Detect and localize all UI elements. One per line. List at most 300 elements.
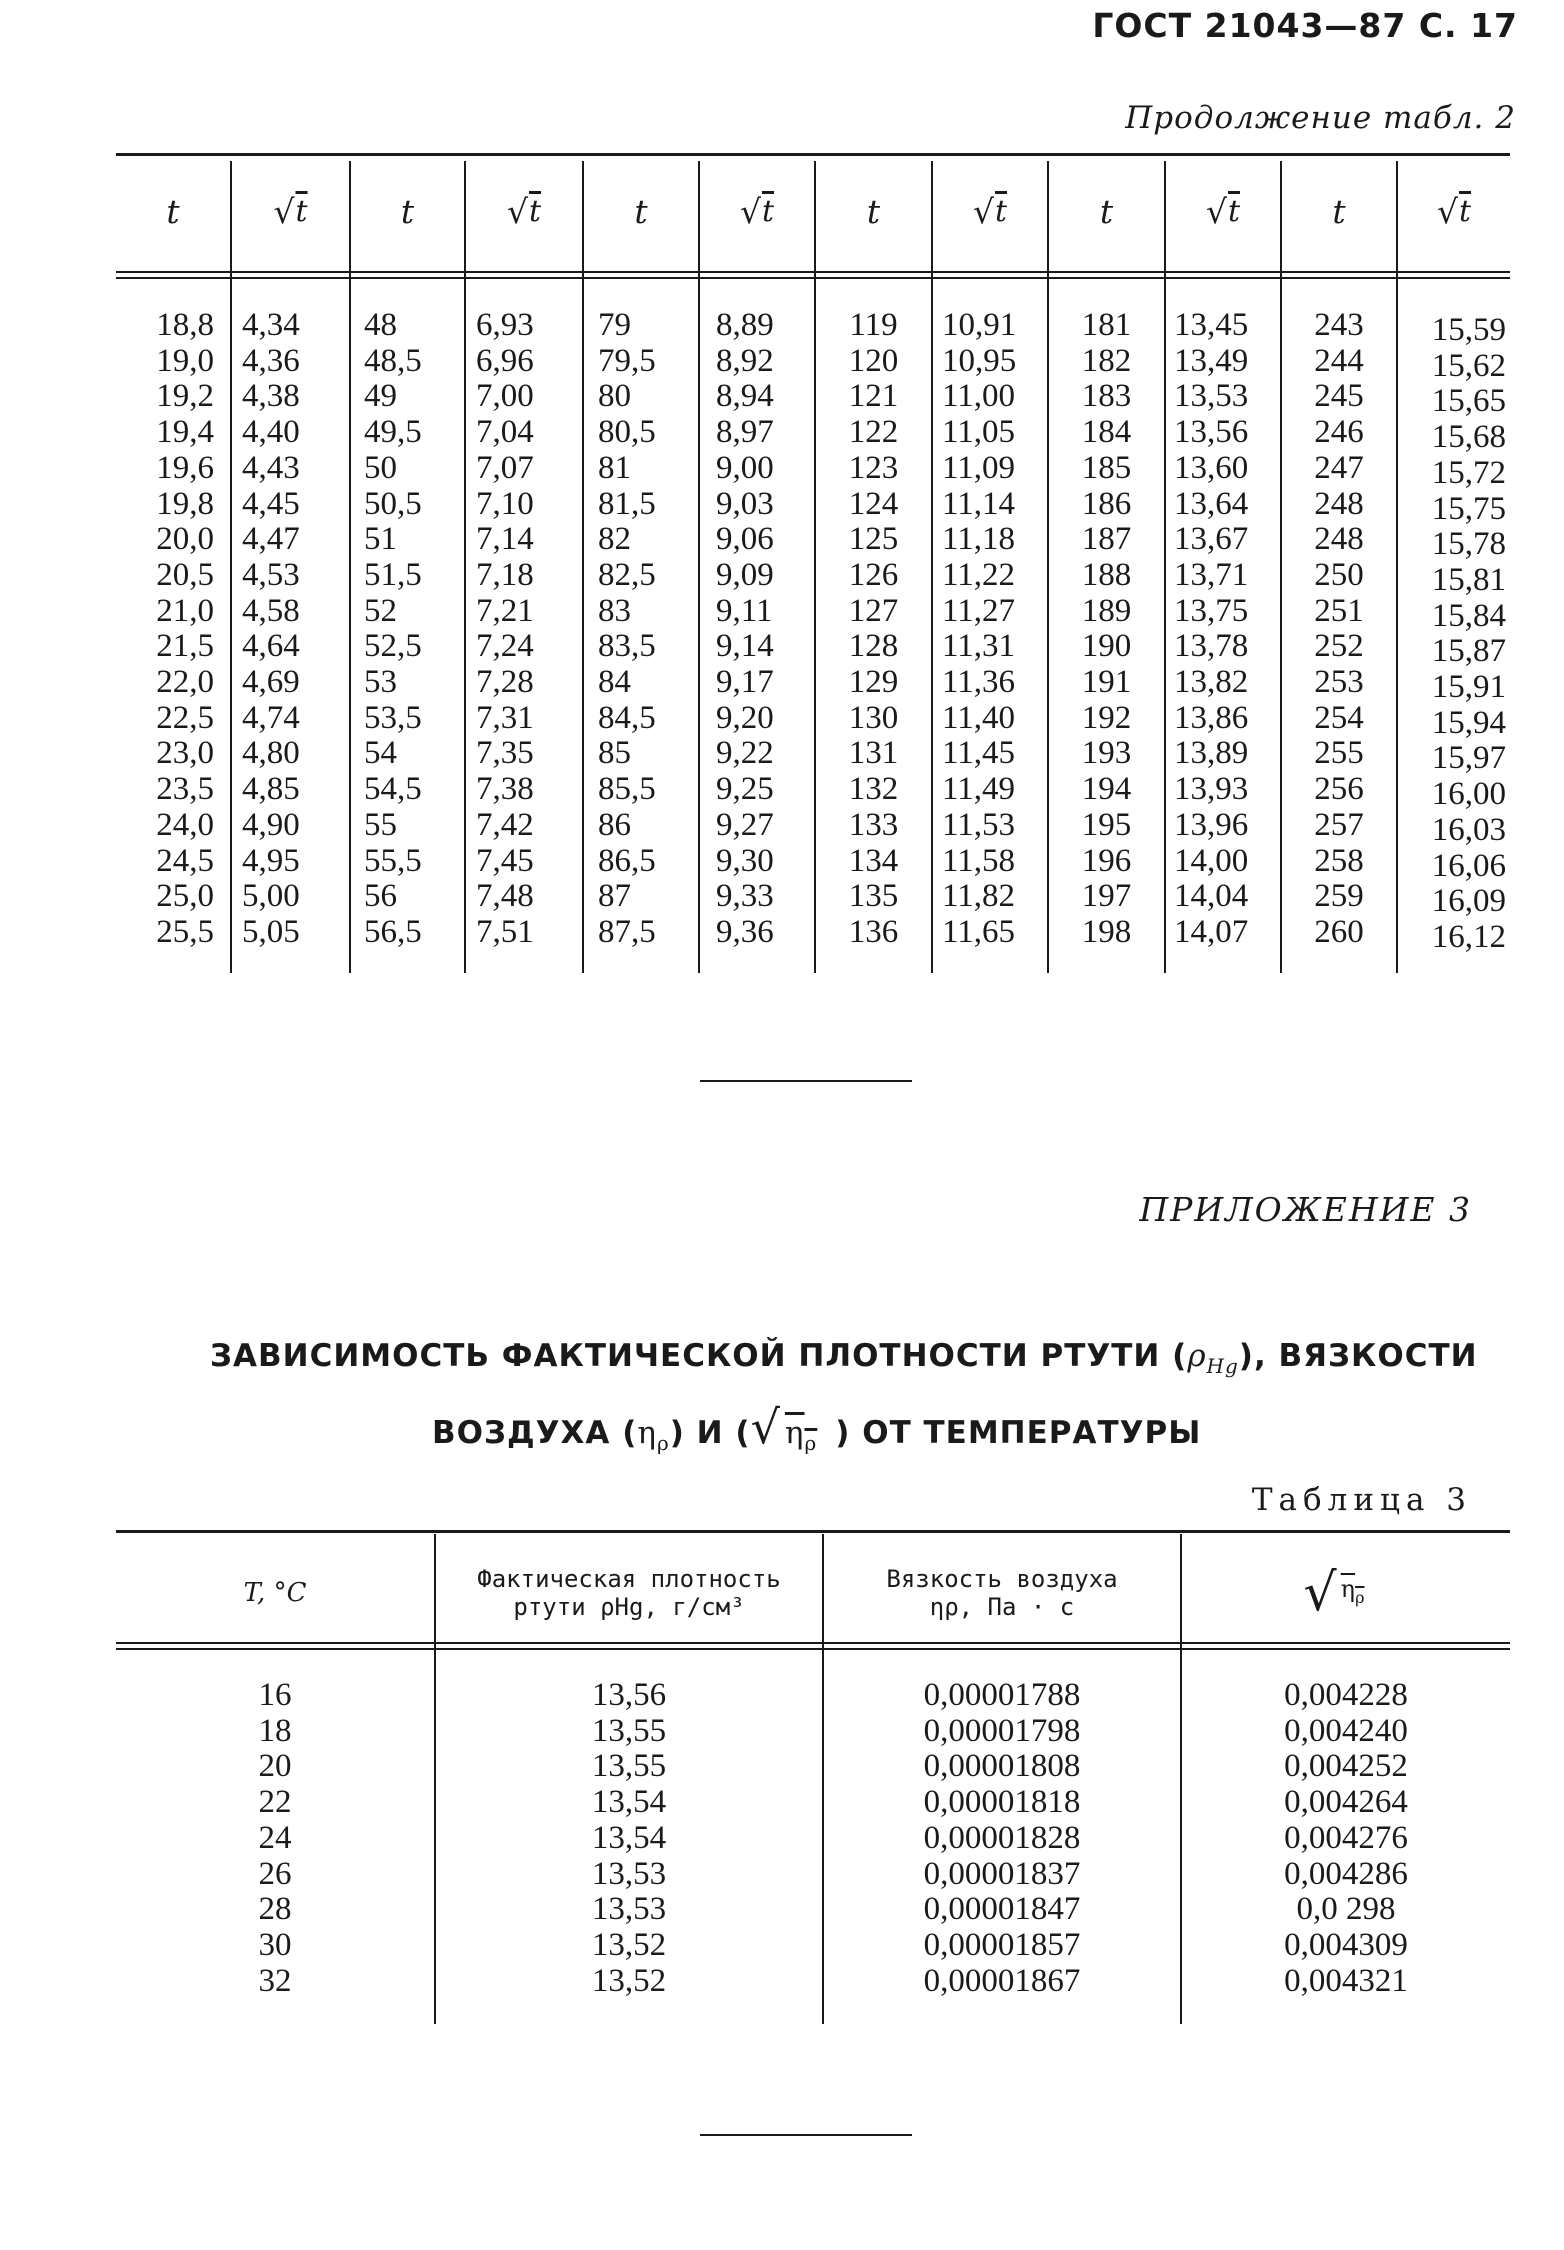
table-cell: 4,47	[242, 521, 300, 558]
table-cell: 13,89	[1174, 735, 1249, 772]
column-divider	[1164, 161, 1166, 973]
col-header-sqrt-viscosity: √ $\eta_\rho$	[1303, 1563, 1365, 1623]
table-cell: 10,91	[942, 307, 1017, 343]
table-cell: 15,91	[1431, 669, 1506, 706]
table-header-rule-double	[116, 1648, 1510, 1650]
table-cell: 255	[1314, 735, 1364, 772]
table-cell: 80,5	[598, 414, 656, 451]
table-cell: 84	[598, 664, 631, 701]
page-header: ГОСТ 21043—87 С. 17	[1092, 6, 1518, 45]
section-divider	[700, 1080, 912, 1082]
table-cell: 54,5	[364, 771, 422, 808]
table-cell: 9,14	[716, 628, 774, 665]
t-column	[816, 308, 931, 951]
table-cell: 15,75	[1431, 490, 1506, 527]
table-cell: 16,09	[1431, 883, 1506, 920]
table-cell: 50,5	[364, 485, 422, 522]
table-cell: 190	[1081, 628, 1132, 665]
table-cell: 4,34	[242, 307, 300, 343]
table-cell: 259	[1314, 878, 1364, 915]
table-cell: 0,004252	[1284, 1748, 1408, 1785]
table-cell: 0,004276	[1284, 1819, 1408, 1856]
table-cell: 13,56	[591, 1677, 667, 1713]
table-cell: 260	[1314, 913, 1364, 950]
table-cell: 0,0 298	[1296, 1891, 1396, 1928]
table-cell: 11,00	[942, 378, 1016, 415]
table-cell: 8,97	[716, 414, 774, 451]
table-cell: 80	[598, 378, 631, 415]
density-column	[436, 1678, 822, 1999]
table-cell: 16,12	[1431, 918, 1506, 955]
table-cell: 0,00001867	[923, 1962, 1081, 1999]
density-viscosity-table	[116, 1530, 1510, 2050]
table-cell: 24,0	[156, 806, 214, 843]
table-cell: 127	[848, 592, 899, 629]
table-cell: 7,00	[476, 378, 534, 415]
table-cell: 9,03	[716, 485, 774, 522]
table-top-rule	[116, 153, 1510, 156]
sqrt-column	[716, 308, 812, 951]
table-cell: 9,33	[716, 878, 774, 915]
table-cell: 82	[598, 521, 631, 558]
table-cell: 181	[1081, 307, 1132, 343]
table-cell: 7,38	[476, 771, 534, 808]
table-cell: 15,97	[1431, 740, 1506, 777]
table-cell: 52	[364, 592, 397, 629]
table-cell: 124	[848, 485, 899, 522]
table-cell: 188	[1081, 556, 1132, 593]
table-cell: 9,00	[716, 449, 774, 486]
table-cell: 244	[1314, 342, 1364, 379]
table-cell: 7,07	[476, 449, 534, 486]
table-cell: 254	[1314, 699, 1364, 736]
table-cell: 122	[848, 414, 899, 451]
table-cell: 9,36	[716, 913, 774, 950]
table-cell: 13,53	[591, 1891, 667, 1928]
table-cell: 86	[598, 806, 631, 843]
table-cell: 0,00001847	[923, 1891, 1081, 1928]
table-cell: 84,5	[598, 699, 656, 736]
table-cell: 6,93	[476, 307, 534, 343]
table-cell: 119	[849, 307, 898, 343]
table-cell: 198	[1081, 913, 1132, 950]
table-cell: 19,4	[156, 414, 214, 451]
table-cell: 20,5	[156, 556, 214, 593]
table-cell: 13,67	[1174, 521, 1249, 558]
table-cell: 129	[848, 664, 899, 701]
table-cell: 86,5	[598, 842, 656, 879]
table-cell: 130	[848, 699, 899, 736]
t-column	[598, 308, 694, 951]
table-cell: 10,95	[942, 342, 1017, 379]
table-cell: 81,5	[598, 485, 656, 522]
column-divider	[1396, 161, 1398, 973]
table-cell: 189	[1081, 592, 1132, 629]
table-cell: 9,27	[716, 806, 774, 843]
table-cell: 20	[258, 1748, 292, 1785]
table-cell: 15,62	[1431, 347, 1506, 384]
table-cell: 13,86	[1174, 699, 1249, 736]
table-cell: 53	[364, 664, 397, 701]
table-cell: 186	[1081, 485, 1132, 522]
table-cell: 7,31	[476, 699, 534, 736]
table-cell: 185	[1081, 449, 1132, 486]
table-cell: 258	[1314, 842, 1364, 879]
table-cell: 6,96	[476, 342, 534, 379]
table-cell: 194	[1081, 771, 1132, 808]
table-cell: 13,53	[1174, 378, 1249, 415]
table-cell: 131	[848, 735, 899, 772]
table-cell: 4,38	[242, 378, 300, 415]
table-cell: 26	[258, 1855, 292, 1892]
table-cell: 52,5	[364, 628, 422, 665]
table-cell: 15,84	[1431, 597, 1506, 634]
table-cell: 135	[848, 878, 899, 915]
table-cell: 11,45	[942, 735, 1016, 772]
table-cell: 133	[848, 806, 899, 843]
table-header-rule-double	[116, 277, 1510, 279]
table-cell: 9,09	[716, 556, 774, 593]
table-header-rule	[116, 271, 1510, 273]
table-cell: 121	[848, 378, 899, 415]
col-header-sqrt-t: √ t	[506, 191, 542, 231]
table-cell: 252	[1314, 628, 1364, 665]
viscosity-column	[824, 1678, 1180, 1999]
table-cell: 5,00	[242, 878, 300, 915]
table-cell: 54	[364, 735, 397, 772]
table-cell: 7,21	[476, 592, 534, 629]
col-header-t: t	[634, 191, 648, 231]
table-cell: 14,04	[1174, 878, 1249, 915]
table-cell: 4,85	[242, 771, 300, 808]
table-cell: 13,54	[591, 1819, 667, 1856]
sqrt-column	[1400, 313, 1506, 956]
table-cell: 7,45	[476, 842, 534, 879]
table-cell: 191	[1081, 664, 1132, 701]
table-cell: 8,89	[716, 307, 774, 343]
table-cell: 9,20	[716, 699, 774, 736]
table-cell: 83,5	[598, 628, 656, 665]
table-cell: 7,35	[476, 735, 534, 772]
table-cell: 79,5	[598, 342, 656, 379]
table-cell: 13,71	[1174, 556, 1249, 593]
table-cell: 85	[598, 735, 631, 772]
table-cell: 126	[848, 556, 899, 593]
table-cell: 23,5	[156, 771, 214, 808]
table-cell: 183	[1081, 378, 1132, 415]
t-column	[116, 308, 214, 951]
table-cell: 28	[258, 1891, 292, 1928]
table-cell: 5,05	[242, 913, 300, 950]
table-continuation-label: Продолжение табл. 2	[1125, 100, 1516, 136]
table-cell: 256	[1314, 771, 1364, 808]
table-cell: 253	[1314, 664, 1364, 701]
table-cell: 196	[1081, 842, 1132, 879]
table-cell: 243	[1314, 307, 1364, 343]
table-cell: 18	[258, 1712, 292, 1749]
table-cell: 247	[1314, 449, 1364, 486]
table-cell: 25,5	[156, 913, 214, 950]
table-cell: 79	[598, 307, 631, 343]
table-cell: 11,09	[942, 449, 1016, 486]
table-cell: 24	[258, 1819, 292, 1856]
col-header-t: t	[866, 191, 881, 231]
table-cell: 4,64	[242, 628, 300, 665]
table-cell: 22	[258, 1784, 292, 1821]
table-cell: 14,00	[1174, 842, 1249, 879]
table-cell: 13,53	[591, 1855, 667, 1892]
section-divider	[700, 2134, 912, 2136]
table-cell: 11,53	[942, 806, 1016, 843]
table-cell: 14,07	[1174, 913, 1249, 950]
table-cell: 13,49	[1174, 342, 1249, 379]
table-cell: 87,5	[598, 913, 656, 950]
t-column	[1049, 308, 1164, 951]
table-cell: 7,42	[476, 806, 534, 843]
table-cell: 0,00001828	[923, 1819, 1081, 1856]
table-header-rule	[116, 1642, 1510, 1644]
table-cell: 0,00001808	[923, 1748, 1081, 1785]
table-cell: 4,43	[242, 449, 300, 486]
table-cell: 4,80	[242, 735, 300, 772]
table-cell: 134	[848, 842, 899, 879]
table-cell: 15,87	[1431, 633, 1506, 670]
table-cell: 13,54	[591, 1784, 667, 1821]
table-cell: 24,5	[156, 842, 214, 879]
table-cell: 83	[598, 592, 631, 629]
table-cell: 11,05	[942, 414, 1016, 451]
table-cell: 20,0	[156, 521, 214, 558]
table-cell: 251	[1314, 592, 1364, 629]
table-cell: 4,69	[242, 664, 300, 701]
table-cell: 55,5	[364, 842, 422, 879]
table-cell: 120	[848, 342, 899, 379]
table-cell: 245	[1314, 378, 1364, 415]
table-cell: 13,96	[1174, 806, 1249, 843]
table-cell: 197	[1081, 878, 1132, 915]
col-header-sqrt-t: √ t	[739, 191, 775, 231]
table-cell: 257	[1314, 806, 1364, 843]
table-cell: 25,0	[156, 878, 214, 915]
table-cell: 13,52	[591, 1962, 667, 1999]
table-cell: 0,004309	[1284, 1926, 1408, 1963]
table-cell: 187	[1081, 521, 1132, 558]
table-cell: 4,40	[242, 414, 300, 451]
col-header-sqrt-t: √ t	[972, 191, 1008, 231]
table-cell: 81	[598, 449, 631, 486]
table-cell: 4,45	[242, 485, 300, 522]
table-cell: 8,92	[716, 342, 774, 379]
column-divider	[931, 161, 933, 973]
table-cell: 0,004286	[1284, 1855, 1408, 1892]
t-column	[1282, 308, 1396, 951]
table-cell: 248	[1314, 521, 1364, 558]
table-cell: 11,82	[942, 878, 1016, 915]
table-cell: 7,04	[476, 414, 534, 451]
table-cell: 184	[1081, 414, 1132, 451]
table-cell: 15,72	[1431, 454, 1506, 491]
table-cell: 11,14	[942, 485, 1016, 522]
table-cell: 250	[1314, 556, 1364, 593]
table-cell: 11,40	[942, 699, 1016, 736]
table-cell: 23,0	[156, 735, 214, 772]
table-cell: 132	[848, 771, 899, 808]
table-cell: 192	[1081, 699, 1132, 736]
table-cell: 51,5	[364, 556, 422, 593]
column-divider	[349, 161, 351, 973]
table-cell: 19,0	[156, 342, 214, 379]
table-cell: 0,004240	[1284, 1712, 1408, 1749]
table-cell: 22,5	[156, 699, 214, 736]
table-cell: 9,17	[716, 664, 774, 701]
sqrt-symbol: √	[750, 1400, 781, 1454]
table-cell: 11,58	[942, 842, 1016, 879]
table-cell: 182	[1081, 342, 1132, 379]
table-cell: 19,2	[156, 378, 214, 415]
col-header-viscosity: Вязкость воздуха ηρ, Па · с	[886, 1565, 1118, 1621]
table-cell: 13,75	[1174, 592, 1249, 629]
table-cell: 13,45	[1174, 307, 1249, 343]
table-cell: 4,36	[242, 342, 300, 379]
table-cell: 13,55	[591, 1748, 667, 1785]
table-cell: 49,5	[364, 414, 422, 451]
col-header-t: t	[1332, 191, 1346, 231]
table-cell: 9,30	[716, 842, 774, 879]
table-cell: 7,10	[476, 485, 534, 522]
col-header-t: t	[166, 191, 180, 231]
table-cell: 15,59	[1431, 312, 1506, 348]
table-cell: 11,22	[942, 556, 1016, 593]
table-cell: 4,74	[242, 699, 300, 736]
col-header-sqrt-t: √ t	[1205, 191, 1241, 231]
col-header-density: Фактическая плотность ртути ρHg, г/см³	[477, 1565, 781, 1621]
table-cell: 16	[258, 1677, 292, 1713]
table-cell: 13,93	[1174, 771, 1249, 808]
table-cell: 32	[258, 1962, 292, 1999]
table-cell: 56,5	[364, 913, 422, 950]
table-cell: 19,6	[156, 449, 214, 486]
table-cell: 9,06	[716, 521, 774, 558]
table-cell: 11,31	[942, 628, 1016, 665]
table-cell: 0,004321	[1284, 1962, 1408, 1999]
table-cell: 9,25	[716, 771, 774, 808]
table-cell: 13,56	[1174, 414, 1249, 451]
sqrt-column	[242, 308, 346, 951]
table-cell: 85,5	[598, 771, 656, 808]
table-cell: 11,36	[942, 664, 1016, 701]
table-cell: 8,94	[716, 378, 774, 415]
table-cell: 15,65	[1431, 383, 1506, 420]
table-cell: 16,00	[1431, 776, 1506, 813]
col-header-t: t	[1099, 191, 1114, 231]
table-cell: 0,004228	[1284, 1677, 1408, 1713]
table-cell: 21,0	[156, 592, 214, 629]
table-3-label: Таблица 3	[1251, 1482, 1472, 1518]
appendix-label: ПРИЛОЖЕНИЕ 3	[1139, 1190, 1472, 1229]
table-cell: 30	[258, 1926, 292, 1963]
table-cell: 7,28	[476, 664, 534, 701]
table-cell: 15,81	[1431, 561, 1506, 598]
table-cell: 195	[1081, 806, 1132, 843]
table-cell: 13,52	[591, 1926, 667, 1963]
table-cell: 4,90	[242, 806, 300, 843]
table-cell: 13,55	[591, 1712, 667, 1749]
table-cell: 15,94	[1431, 704, 1506, 741]
table-cell: 0,004264	[1284, 1784, 1408, 1821]
table-cell: 9,11	[716, 592, 773, 629]
table-cell: 55	[364, 806, 397, 843]
table-cell: 4,95	[242, 842, 300, 879]
table-cell: 15,78	[1431, 526, 1506, 563]
table-cell: 49	[364, 378, 397, 415]
t-column	[364, 308, 460, 951]
table-cell: 11,49	[942, 771, 1016, 808]
column-divider	[464, 161, 466, 973]
table-cell: 13,64	[1174, 485, 1249, 522]
sqrt-symbol: √	[1303, 1563, 1337, 1623]
appendix-title-line-1: ЗАВИСИМОСТЬ ФАКТИЧЕСКОЙ ПЛОТНОСТИ РТУТИ $(\rho_{Hg})$, ВЯЗКОСТИ	[210, 1338, 1478, 1379]
table-cell: 0,00001798	[923, 1712, 1081, 1749]
table-top-rule	[116, 1530, 1510, 1533]
table-cell: 16,06	[1431, 847, 1506, 884]
table-cell: 11,65	[942, 913, 1016, 950]
appendix-title-line-2: ВОЗДУХА $(\eta_\rho)$ И (√ $\eta_\rho$ ) ОТ ТЕМПЕРАТУРЫ	[432, 1400, 1202, 1456]
sqrt-column	[942, 308, 1046, 951]
col-header-sqrt-t: √ t	[1436, 191, 1472, 231]
table-cell: 15,68	[1431, 419, 1506, 456]
table-cell: 13,60	[1174, 449, 1249, 486]
table-cell: 246	[1314, 414, 1364, 451]
sqrt-viscosity-column	[1182, 1678, 1510, 1999]
table-cell: 13,82	[1174, 664, 1249, 701]
table-cell: 7,48	[476, 878, 534, 915]
table-cell: 51	[364, 521, 397, 558]
table-cell: 21,5	[156, 628, 214, 665]
col-header-t: t	[400, 191, 415, 231]
table-cell: 0,00001818	[923, 1784, 1081, 1821]
table-cell: 0,00001837	[923, 1855, 1081, 1892]
table-cell: 0,00001788	[923, 1677, 1081, 1713]
table-cell: 50	[364, 449, 397, 486]
table-cell: 19,8	[156, 485, 214, 522]
table-cell: 82,5	[598, 556, 656, 593]
table-cell: 87	[598, 878, 631, 915]
column-divider	[230, 161, 232, 973]
table-cell: 193	[1081, 735, 1132, 772]
sqrt-column	[476, 308, 580, 951]
table-cell: 53,5	[364, 699, 422, 736]
table-cell: 7,51	[476, 913, 534, 950]
col-header-temperature: T, °C	[243, 1578, 307, 1608]
table-cell: 125	[848, 521, 899, 558]
table-cell: 9,22	[716, 735, 774, 772]
table-cell: 7,18	[476, 556, 534, 593]
table-cell: 11,27	[942, 592, 1016, 629]
col-header-sqrt-t: √ t	[273, 191, 308, 231]
table-cell: 48	[364, 307, 397, 343]
column-divider	[698, 161, 700, 973]
table-cell: 136	[848, 913, 899, 950]
table-cell: 22,0	[156, 664, 214, 701]
sqrt-table	[116, 153, 1510, 975]
table-cell: 13,78	[1174, 628, 1249, 665]
sqrt-column	[1174, 308, 1278, 951]
table-cell: 7,24	[476, 628, 534, 665]
table-cell: 0,00001857	[923, 1926, 1081, 1963]
table-cell: 48,5	[364, 342, 422, 379]
table-cell: 4,53	[242, 556, 300, 593]
temperature-column	[116, 1678, 434, 1999]
